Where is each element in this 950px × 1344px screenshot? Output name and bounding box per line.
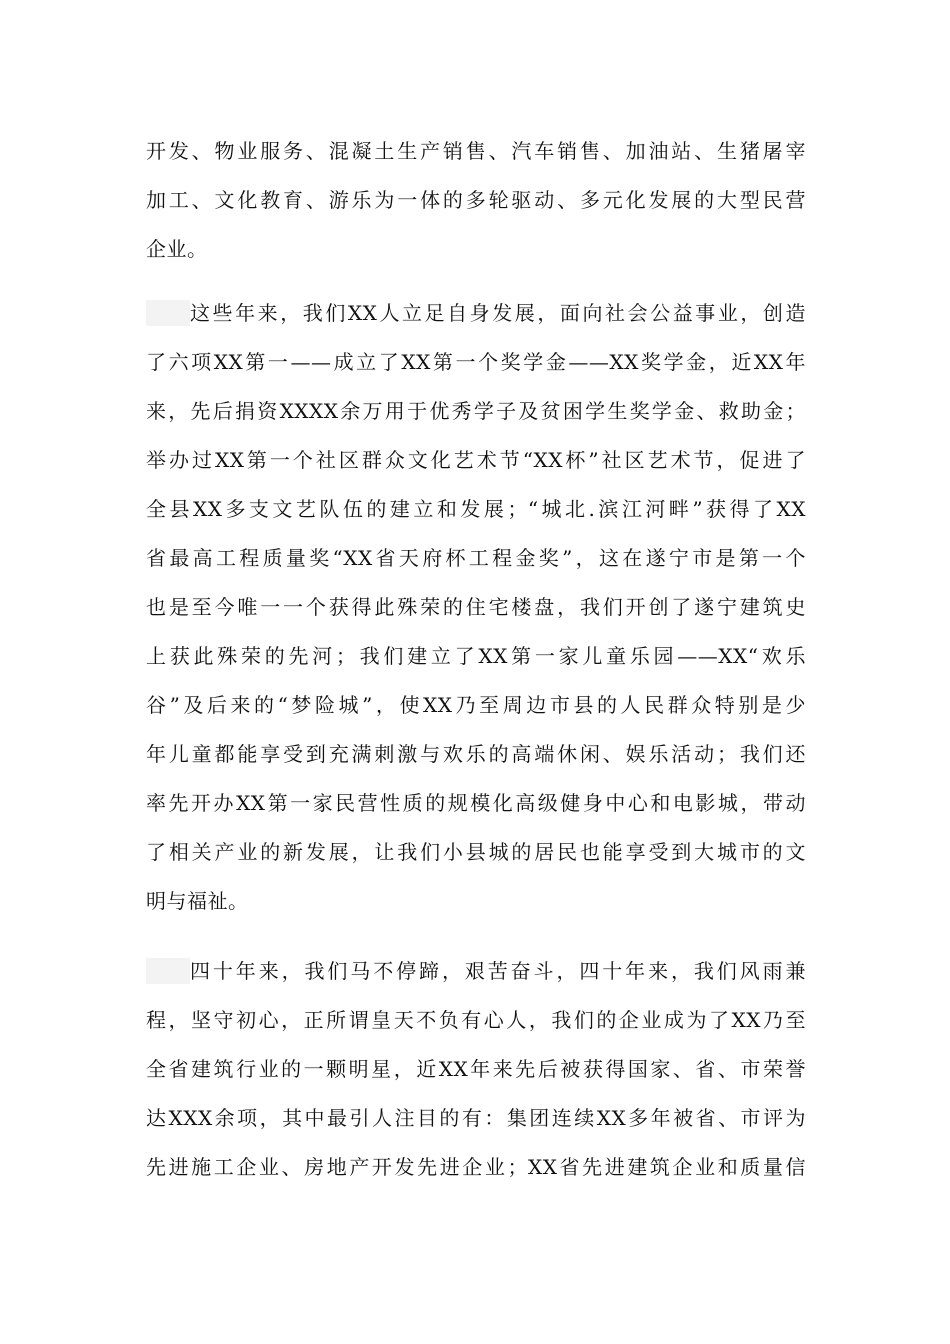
paragraph-3: [146, 951, 806, 1196]
paragraph-line: 程，坚守初心，正所谓皇天不负有心人，我们的企业成为了XX乃至: [146, 1008, 806, 1032]
paragraph-line: 四十年来，我们马不停蹄，艰苦奋斗，四十年来，我们风雨兼: [190, 959, 806, 983]
paragraph-line: 也是至今唯一一个获得此殊荣的住宅楼盘，我们开创了遂宁建筑史: [146, 595, 806, 619]
paragraph-line: 来，先后捐资XXXX余万用于优秀学子及贫困学生奖学金、救助金；: [146, 399, 806, 423]
paragraph-line: 率先开办XX第一家民营性质的规模化高级健身中心和电影城，带动: [146, 791, 806, 815]
paragraph-line: 举办过XX第一个社区群众文化艺术节“XX杯”社区艺术节，促进了: [146, 448, 806, 472]
paragraph-line: 这些年来，我们XX人立足自身发展，面向社会公益事业，创造: [190, 301, 806, 325]
paragraph-line: 企业。: [146, 237, 208, 261]
paragraph-line: 省最高工程质量奖“XX省天府杯工程金奖”，这在遂宁市是第一个: [146, 546, 806, 570]
paragraph-line: 年儿童都能享受到充满刺激与欢乐的高端休闲、娱乐活动；我们还: [146, 742, 806, 766]
indent-highlight: [146, 958, 190, 984]
paragraph-line: 先进施工企业、房地产开发先进企业；XX省先进建筑企业和质量信: [146, 1155, 806, 1179]
paragraph-line: 全县XX多支文艺队伍的建立和发展；“城北.滨江河畔”获得了XX: [146, 497, 806, 521]
paragraph-line: 了相关产业的新发展，让我们小县城的居民也能享受到大城市的文: [146, 840, 806, 864]
indent-highlight: [146, 300, 190, 326]
paragraph-line: 了六项XX第一——成立了XX第一个奖学金——XX奖学金，近XX年: [146, 350, 806, 374]
paragraph-line: 谷”及后来的“梦险城”，使XX乃至周边市县的人民群众特别是少: [146, 693, 806, 717]
paragraph-2: [146, 293, 806, 930]
paragraph-line: 开发、物业服务、混凝土生产销售、汽车销售、加油站、生猪屠宰: [146, 139, 806, 163]
paragraph-line: 加工、文化教育、游乐为一体的多轮驱动、多元化发展的大型民营: [146, 188, 806, 212]
paragraph-1: [146, 131, 806, 278]
paragraph-line: 达XXX余项，其中最引人注目的有：集团连续XX多年被省、市评为: [146, 1106, 806, 1130]
paragraph-line: 全省建筑行业的一颗明星，近XX年来先后被获得国家、省、市荣誉: [146, 1057, 806, 1081]
paragraph-line: 上获此殊荣的先河；我们建立了XX第一家儿童乐园——XX“欢乐: [146, 644, 806, 668]
paragraph-line: 明与福祉。: [146, 889, 249, 913]
